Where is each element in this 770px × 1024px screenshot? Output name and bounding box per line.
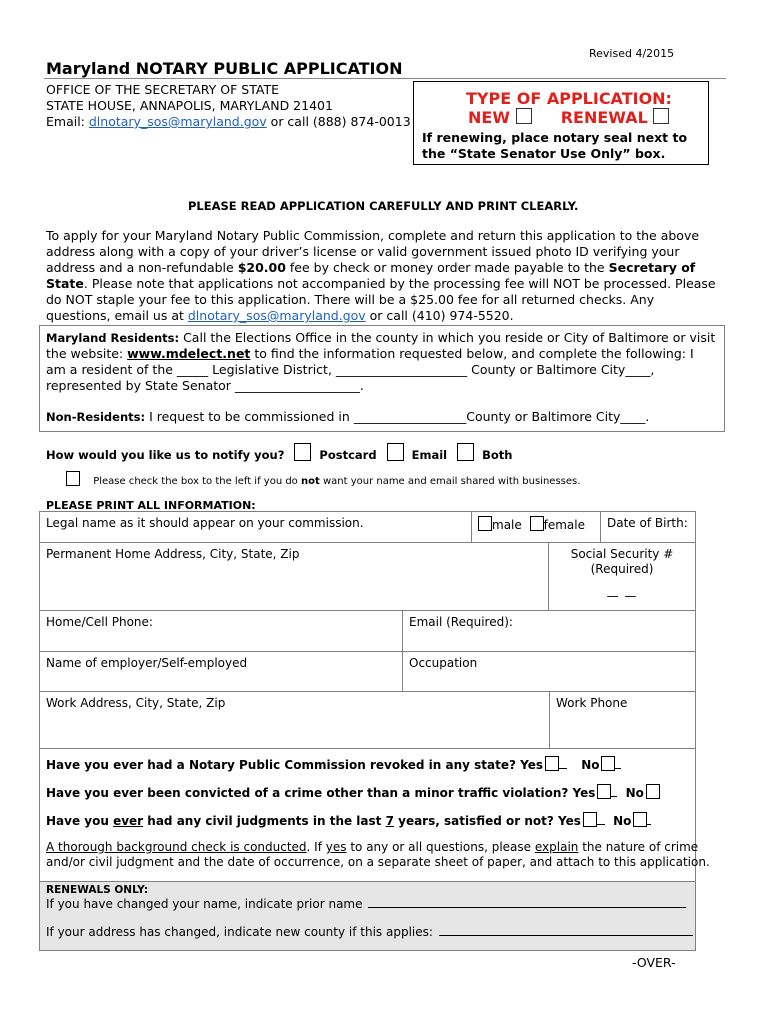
female-label: female (543, 518, 585, 532)
occupation-label: Occupation (409, 656, 478, 670)
optout-row (66, 471, 580, 487)
intro-line6b: or call (410) 974-5520. (365, 308, 514, 323)
application-type-box (413, 81, 709, 165)
office-line1: OFFICE OF THE SECRETARY OF STATE (46, 82, 279, 97)
residents-text1: Call the Elections Office in the county in which you reside or City of Baltimore or visit (179, 330, 716, 345)
title-rule (44, 78, 726, 79)
legal-name-field[interactable] (39, 511, 472, 543)
employer-field[interactable] (39, 651, 403, 692)
intro-line4 (46, 276, 716, 292)
bg-text-b: . If (306, 840, 326, 854)
gender-field (471, 511, 601, 543)
renewals-box (39, 881, 696, 951)
bg-line1 (46, 840, 710, 855)
renewal-note-line2: the “State Senator Use Only” box. (422, 146, 666, 161)
intro-line6a: questions, email us at (46, 308, 188, 323)
application-type-options (468, 108, 669, 127)
print-all-heading: PLEASE PRINT ALL INFORMATION: (46, 499, 256, 512)
nonresidents-label: Non-Residents: (46, 410, 146, 424)
dob-field[interactable] (600, 511, 696, 543)
email-label: Email (411, 448, 448, 462)
intro-line3 (46, 260, 716, 276)
question-judgments (46, 812, 651, 828)
postcard-checkbox[interactable] (294, 443, 311, 461)
office-line2: STATE HOUSE, ANNAPOLIS, MARYLAND 21401 (46, 98, 333, 113)
new-checkbox[interactable] (516, 108, 532, 124)
nonresidents-text: I request to be commissioned in __________________County or Baltimore City____. (145, 409, 650, 424)
residents-text (46, 330, 715, 394)
q2-yes-checkbox[interactable] (597, 784, 611, 799)
prior-name-label: If you have changed your name, indicate prior name (46, 897, 363, 911)
residents-line1 (46, 330, 715, 346)
nonresidents-line (46, 409, 649, 424)
legal-name-label: Legal name as it should appear on your commission. (46, 516, 364, 530)
home-address-field[interactable] (39, 542, 549, 611)
renewal-note (422, 130, 687, 162)
intro-email-link[interactable]: dlnotary_sos@maryland.gov (187, 308, 366, 323)
phone-text: or call (888) 874-0013 (266, 114, 411, 129)
intro-line2: address along with a copy of your driver’s license or valid government issued photo ID verifying your (46, 244, 680, 259)
both-label: Both (482, 448, 513, 462)
residents-text2b: to find the information requested below, and complete the following: I (250, 346, 694, 361)
intro-line1: To apply for your Maryland Notary Public Commission, complete and return this application to the above (46, 228, 700, 243)
intro-line5: do NOT staple your fee to this application. There will be a $25.00 fee for all returned checks. Any (46, 292, 655, 307)
residents-line4: represented by State Senator ____________________. (46, 378, 364, 393)
ssn-label: Social Security # (570, 547, 674, 561)
work-phone-label: Work Phone (556, 696, 628, 710)
new-county-label: If your address has changed, indicate new county if this applies: (46, 925, 433, 939)
intro-paragraph (46, 228, 716, 324)
email-prefix: Email: (46, 114, 89, 129)
page-title: Maryland NOTARY PUBLIC APPLICATION (46, 59, 403, 78)
q3-text-c: years, satisfied or not? Yes (393, 814, 581, 828)
q2-no-label: No (625, 786, 644, 800)
office-address (46, 82, 411, 130)
residents-label: Maryland Residents: (46, 331, 180, 345)
occupation-field[interactable] (402, 651, 696, 692)
over-label: -OVER- (632, 955, 676, 970)
optout-text-a: Please check the box to the left if you do (93, 476, 301, 487)
fee-amount: $20.00 (237, 260, 286, 275)
mdelect-link[interactable]: www.mdelect.net (127, 346, 251, 361)
notify-row (46, 443, 512, 462)
ssn-field[interactable] (548, 542, 696, 611)
work-phone-field[interactable] (549, 691, 696, 749)
prior-name-input[interactable] (368, 906, 686, 908)
bg-yes: yes (325, 840, 347, 854)
postcard-label: Postcard (319, 448, 377, 462)
q3-text-a: Have you (46, 814, 114, 828)
office-contact (46, 114, 411, 130)
renewals-heading: RENEWALS ONLY: (46, 884, 149, 896)
email-field-label: Email (Required): (409, 615, 513, 629)
q3-yes-checkbox[interactable] (583, 812, 597, 827)
q3-no-checkbox[interactable] (633, 812, 647, 827)
phone-label: Home/Cell Phone: (46, 615, 153, 629)
question-crime (46, 784, 660, 800)
prior-name-row (46, 897, 686, 911)
background-check-note (46, 840, 710, 870)
residents-line3: am a resident of the _____ Legislative District, _____________________ County or Baltimore City____, (46, 362, 655, 377)
bg-explain: explain (534, 840, 579, 854)
female-checkbox[interactable] (530, 516, 544, 531)
intro-line6 (46, 308, 716, 324)
optout-text-b: want your name and email shared with businesses. (319, 476, 581, 487)
both-checkbox[interactable] (457, 443, 474, 461)
employer-label: Name of employer/Self-employed (46, 656, 248, 670)
work-address-label: Work Address, City, State, Zip (46, 696, 226, 710)
renewal-label: RENEWAL (560, 108, 648, 127)
ssn-dashes: — — (606, 589, 638, 603)
q2-text: Have you ever been convicted of a crime other than a minor traffic violation? Yes (46, 786, 596, 800)
optout-checkbox[interactable] (66, 471, 80, 486)
read-notice: PLEASE READ APPLICATION CAREFULLY AND PRINT CLEARLY. (188, 199, 579, 213)
notify-question: How would you like us to notify you? (46, 448, 285, 462)
q3-text-b: had any civil judgments in the last (143, 814, 386, 828)
optout-not: not (300, 476, 320, 487)
new-county-row (46, 925, 693, 939)
q1-no-label: No (581, 758, 600, 772)
bg-line2: and/or civil judgment and the date of occurrence, on a separate sheet of paper, and attach to this application. (46, 855, 710, 869)
email-field[interactable] (402, 610, 696, 652)
application-type-heading: TYPE OF APPLICATION: (466, 89, 672, 108)
renewal-note-line1: If renewing, place notary seal next to (422, 130, 688, 145)
new-label: NEW (468, 108, 510, 127)
question-revoked (46, 756, 621, 772)
q3-ever: ever (113, 814, 144, 828)
q1-text: Have you ever had a Notary Public Commission revoked in any state? Yes (46, 758, 543, 772)
q1-yes-checkbox[interactable] (545, 756, 559, 771)
q2-no-checkbox[interactable] (646, 784, 660, 799)
home-address-label: Permanent Home Address, City, State, Zip (46, 547, 300, 561)
male-checkbox[interactable] (478, 516, 492, 531)
residents-box (39, 325, 725, 432)
payee-part1: Secretary of (608, 260, 696, 275)
office-email-link[interactable]: dlnotary_sos@maryland.gov (88, 114, 267, 129)
email-checkbox[interactable] (387, 443, 404, 461)
male-label: male (492, 518, 522, 532)
bg-check-text: A thorough background check is conducted (46, 840, 307, 854)
intro-line4b: . Please note that applications not accompanied by the processing fee will NOT be processed. Please (83, 276, 716, 291)
residents-line2 (46, 346, 715, 362)
dob-label: Date of Birth: (607, 516, 688, 530)
work-address-field[interactable] (39, 691, 550, 749)
new-county-input[interactable] (439, 934, 693, 936)
bg-text-d: the nature of crime (578, 840, 699, 854)
renewal-checkbox[interactable] (653, 108, 669, 124)
q1-no-checkbox[interactable] (601, 756, 615, 771)
q3-no-label: No (613, 814, 632, 828)
ssn-required: (Required) (590, 562, 654, 576)
intro-line3a: address and a non-refundable (46, 260, 238, 275)
payee-part2: State (46, 276, 84, 291)
bg-text-c: to any or all questions, please (346, 840, 535, 854)
revised-date: Revised 4/2015 (589, 47, 675, 60)
intro-line3b: fee by check or money order made payable to the (285, 260, 609, 275)
q3-seven: 7 (385, 814, 394, 828)
residents-text2a: the website: (46, 346, 128, 361)
phone-field[interactable] (39, 610, 403, 652)
